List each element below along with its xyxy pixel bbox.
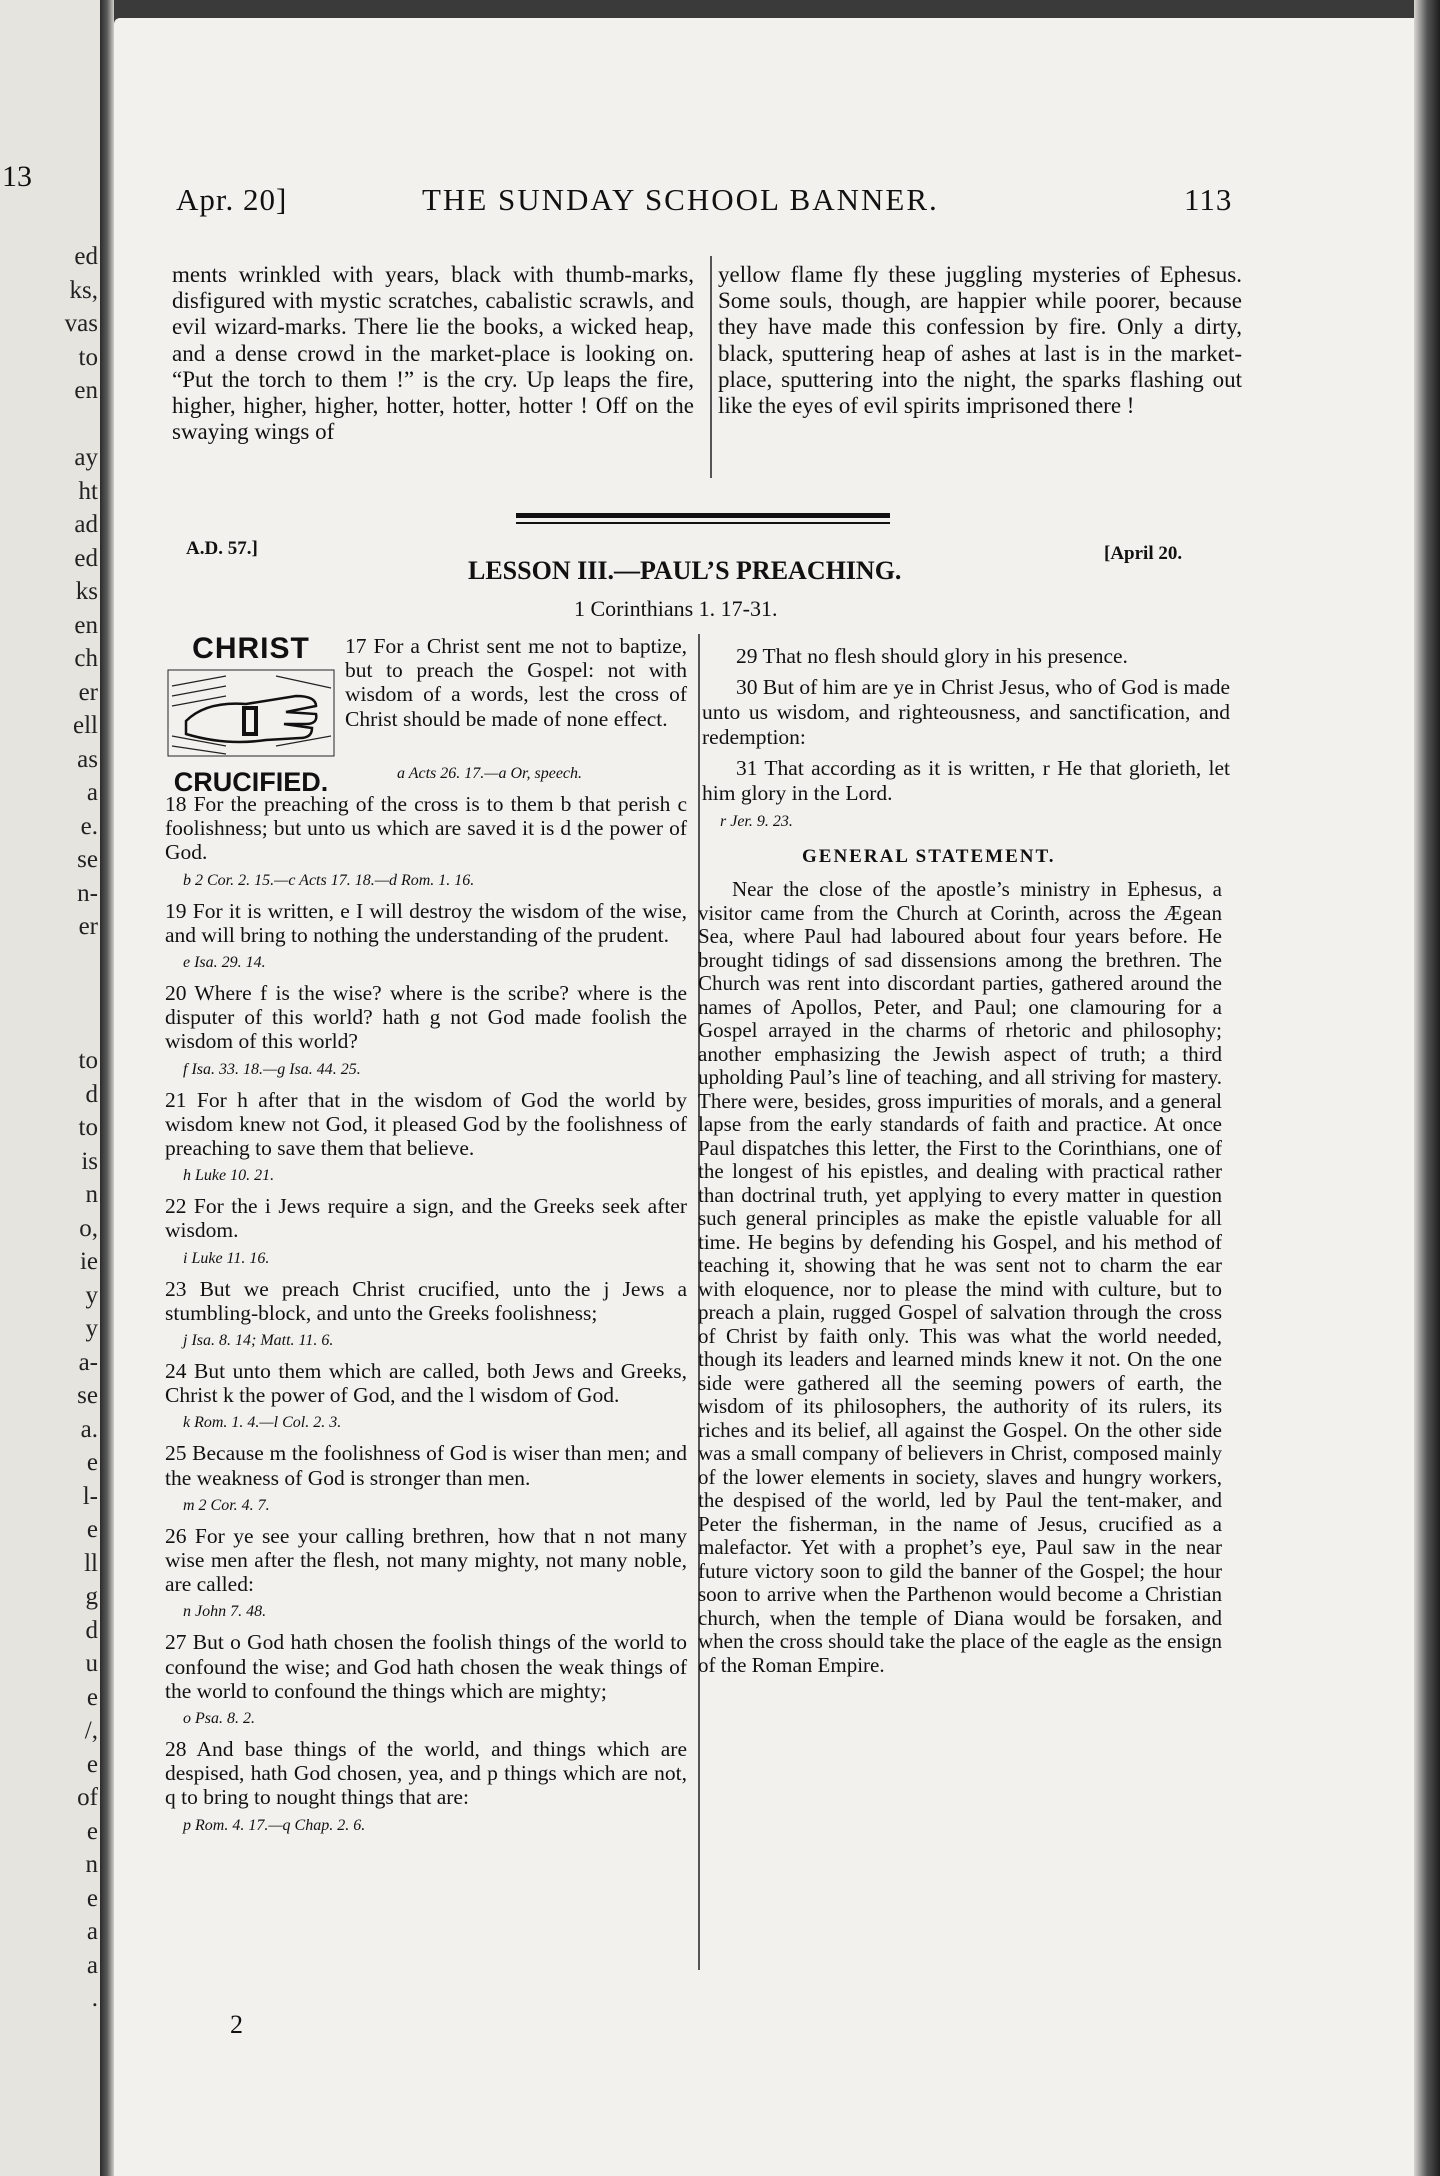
general-statement-body: Near the close of the apostle’s ministry in Ephesus, a visitor came from the Church at Corinth, across the Ægean Sea, where Paul had laboured about four years before. He brought tidings of sad dissensions among the brethren. The Church was rent into discordant parties, gathered around the names of Apollos, Peter, and Paul; one clamouring for a Gospel arrayed in the charms of rhetoric and philosophy; another emphasizing the Jewish aspect of truth; a third upholding Paul’s line of teaching, and all striving for mastery. There were, besides, gross impurities of morals, and a general lapse from the early standards of faith and practice. At once Paul dispatches this letter, the First to the Corinthians, one of the longest of his epistles, and dealing with practical rather than doctrinal truth, yet applying to every matter in question such general principles as make the epistle valuable for all time. He begins by defending his Gospel, and his method of teaching it, showing that he was sent not to charm the ear with eloquence, nor to please the mind with culture, but to preach a plain, rugged Gospel of salvation through the cross of Christ by faith only. This was what the world needed, though its leaders and learned minds knew it not. On the one side were gathered all the seeming powers of earth, the wisdom of its philosophers, the authority of its rulers, its riches and its belief, all against the Gospel. On the other side was a small company of believers in Christ, composed mainly of the lower elements in society, slaves and hungry workers, the despised of the world, led by Paul the tent-maker, and Peter the fisherman, in the name of Jesus, crucified as a malefactor. Yet with a prophet’s eye, Paul saw in the near future victory soon to gild the banner of the Gospel; the hour soon to arrive when the Parthenon would become a Christian church, when the temple of Diana would be forsaken, and when the cross should take the place of the eagle as the ensign of the Roman Empire. [698,877,1222,1677]
column-rule-top [710,256,712,478]
verse: 20 Where f is the wise? where is the scribe? where is the disputer of this world? hath g not God made foolish the wisdom of this world? [165,981,687,1054]
verse: 27 But o God hath chosen the foolish things of the world to confound the wise; and God hath chosen the weak things of the world to confound the things which are mighty; [165,1630,687,1703]
verse-footnote: f Isa. 33. 18.—g Isa. 44. 25. [183,1060,361,1078]
verse-footnote: j Isa. 8. 14; Matt. 11. 6. [183,1332,334,1350]
verse: 29 That no flesh should glory in his presence. [736,644,1128,668]
top-left-paragraph: ments wrinkled with years, black with thumb-marks, disfigured with mystic scratches, cabalistic scrawls, and evil wizard-marks. There lie the books, a wicked heap, and a dense crowd in the market-place is looking on. “Put the torch to them !” is the cry. Up leaps the fire, higher, higher, higher, hotter, hotter, hotter ! Off on the swaying wings of [172,262,694,445]
gutter-shadow [100,0,114,2176]
header-title: THE SUNDAY SCHOOL BANNER. [422,182,939,217]
signature-mark: 2 [230,2010,243,2039]
verses-left-column [165,634,687,1844]
verse: 26 For ye see your calling brethren, how that n not many wise men after the flesh, not many mighty, not many noble, are called: [165,1523,687,1597]
verse-footnote: h Luke 10. 21. [183,1167,275,1185]
previous-page-edge [0,0,100,2176]
verse: 30 But of him are ye in Christ Jesus, who of God is made unto us wisdom, and righteousness, and sanctification, and redemption: [702,675,1230,749]
previous-page-text-fragments: ed ks, vas to en ay ht ad ed ks en ch er ell as a e. se n- er to d to is n o, ie y y a- se a. e l- e ll g d u e /, e of e n e a a . [64,243,98,2012]
verse-footnote: n John 7. 48. [183,1603,267,1621]
general-statement-heading: GENERAL STATEMENT. [802,846,1056,867]
verse-footnote: k Rom. 1. 4.—l Col. 2. 3. [183,1414,342,1432]
verse: 17 For a Christ sent me not to baptize, but to preach the Gospel: not with wisdom of a words, lest the cross of Christ should be made of none effect. [345,634,687,731]
lesson-date: [April 20. [1104,543,1183,564]
verse-footnote: i Luke 11. 16. [183,1249,270,1267]
verse: 18 For the preaching of the cross is to them b that perish c foolishness; but unto us which are saved it is d the power of God. [165,792,687,865]
section-rule-thick [516,513,890,518]
lesson-title: LESSON III.—PAUL’S PREACHING. [468,556,902,585]
verse-footnote: b 2 Cor. 2. 15.—c Acts 17. 18.—d Rom. 1. 16. [183,871,475,889]
top-right-paragraph: yellow flame fly these juggling mysteries of Ephesus. Some souls, though, are happier while poorer, because they have made this confession by fire. Only a dirty, black, sputtering heap of ashes at last is in the market-place, sputtering into the night, the sparks flashing out like the eyes of evil spirits imprisoned there ! [718,262,1242,419]
verse: 31 That according as it is written, r He that glorieth, let him glory in the Lord. [702,756,1230,805]
verse-footnote: a Acts 26. 17.—a Or, speech. [397,765,583,782]
lesson-reference: 1 Corinthians 1. 17-31. [574,596,778,621]
verse: 24 But unto them which are called, both Jews and Greeks, Christ k the power of God, and the l wisdom of God. [165,1359,687,1408]
verses-right-column [702,644,1230,840]
right-edge-shadow [1414,0,1440,2176]
verse: 28 And base things of the world, and things which are despised, hath God chosen, yea, and p things which are not, q to bring to nought things that are: [165,1737,687,1810]
picture-top-caption: CHRIST [192,632,310,665]
verse: 19 For it is written, e I will destroy the wisdom of the wise, and will bring to nothing the understanding of the prudent. [165,898,687,947]
verse-footnote: o Psa. 8. 2. [183,1710,255,1728]
verse-footnote: p Rom. 4. 17.—q Chap. 2. 6. [183,1816,366,1834]
lesson-year: A.D. 57.] [186,538,258,559]
header-date: Apr. 20] [176,182,288,217]
previous-page-number: 13 [2,160,32,193]
verse-footnote: e Isa. 29. 14. [183,954,266,972]
page-number: 113 [1184,182,1233,217]
verse: 23 But we preach Christ crucified, unto the j Jews a stumbling-block, and unto the Greeks foolishness; [165,1276,687,1325]
picture-bottom-caption: CRUCIFIED. [173,767,329,797]
verse-footnote: m 2 Cor. 4. 7. [183,1496,270,1514]
verse: 22 For the i Jews require a sign, and the Greeks seek after wisdom. [165,1194,687,1243]
section-rule-thin [516,522,890,524]
verse: 21 For h after that in the wisdom of God the world by wisdom knew not God, it pleased God by the foolishness of preaching to save them that believe. [165,1087,687,1161]
verse-footnote: r Jer. 9. 23. [720,813,793,830]
verse: 25 Because m the foolishness of God is wiser than men; and the weakness of God is stronger than men. [165,1441,687,1490]
